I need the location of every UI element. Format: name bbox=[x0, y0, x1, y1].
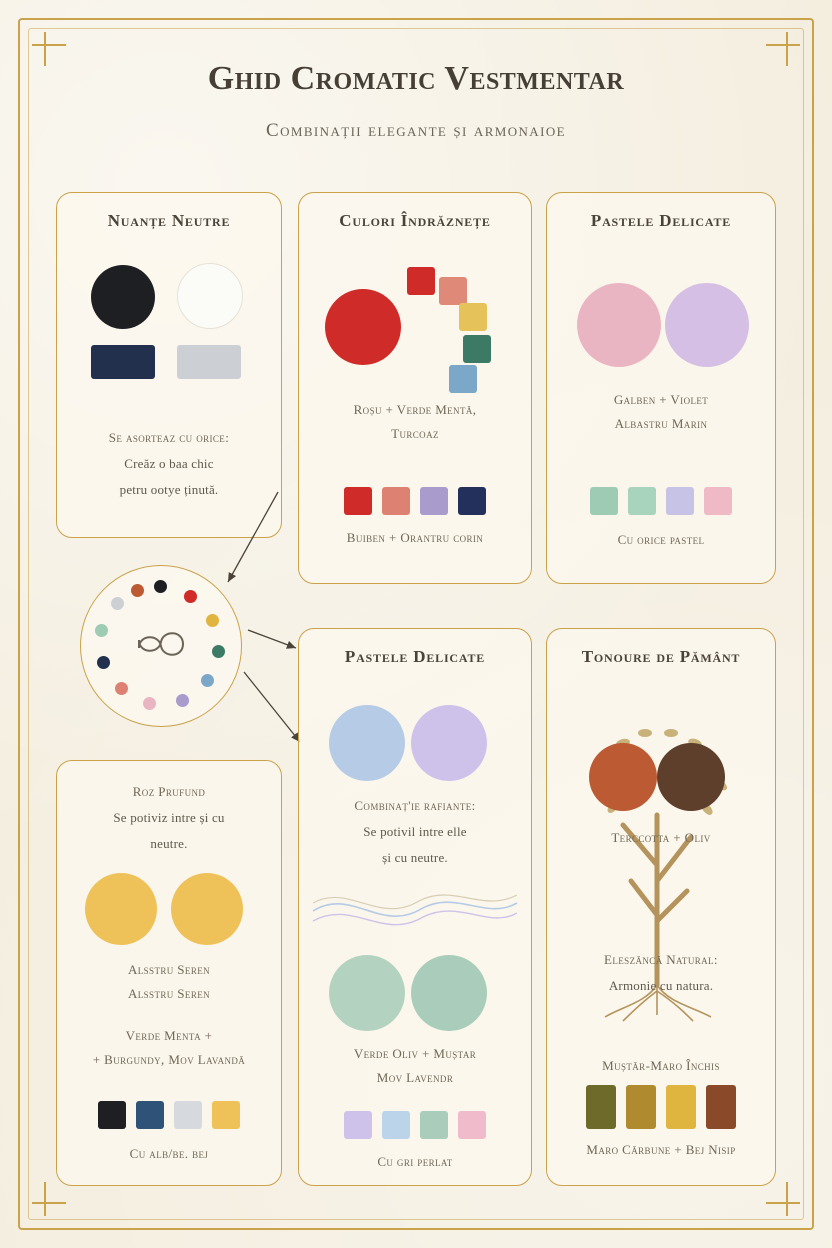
caption-roz-label-2: Alsstru Seren bbox=[127, 986, 211, 1001]
swatch-circle-lilac bbox=[665, 283, 749, 367]
swatch-coral bbox=[382, 487, 410, 515]
swatch-navy bbox=[458, 487, 486, 515]
swatch-circle-lavender bbox=[411, 705, 487, 781]
swatch-mustard bbox=[212, 1101, 240, 1129]
card-title-indraznete: Culori Îndrăznețe bbox=[339, 211, 491, 230]
swatch-terracotta bbox=[706, 1085, 736, 1129]
caption-neutre-sub2: petru ootye ținută. bbox=[119, 482, 219, 497]
swatch-chip-navy bbox=[91, 345, 155, 379]
arc-chip-2 bbox=[439, 277, 467, 305]
wave-decoration-icon bbox=[311, 881, 521, 941]
caption-neutre-main: Se asorteaz cu orice: bbox=[108, 430, 230, 445]
caption-pamant-label-1: Muștăr-Maro Închis bbox=[602, 1058, 720, 1073]
caption-pastele-bottom-sub2: și cu neutre. bbox=[382, 850, 448, 865]
card-title-pamant: Tonoure de Pământ bbox=[581, 647, 741, 666]
card-pastele-delicate-bottom[interactable] bbox=[298, 628, 532, 1186]
caption-pastele-bottom-footer: Cu gri perlat bbox=[377, 1154, 453, 1169]
swatch-circle-sky bbox=[329, 705, 405, 781]
swatch-periwinkle bbox=[666, 487, 694, 515]
swatch-row-pastele-top bbox=[547, 487, 775, 515]
caption-neutre-sub: Creăz o baa chic bbox=[124, 456, 214, 471]
caption-roz-sub2: neutre. bbox=[150, 836, 188, 851]
swatch-gold bbox=[666, 1085, 696, 1129]
caption-pastele-top-footer: Cu orice pastel bbox=[617, 532, 705, 547]
page-title: Ghid Cromatic Vestmentar bbox=[207, 60, 625, 97]
caption-pastele-top-main: Galben + Violet bbox=[613, 392, 709, 407]
caption-pastele-bottom-label-2: Mov Lavendr bbox=[376, 1070, 454, 1085]
infinity-icon bbox=[81, 566, 241, 726]
caption-roz-label-4: + Burgundy, Mov Lavandă bbox=[92, 1052, 246, 1067]
swatch-row-pamant bbox=[547, 1085, 775, 1129]
swatch-blush bbox=[704, 487, 732, 515]
caption-indraznete-main: Roșu + Verde Mentă, bbox=[353, 402, 477, 417]
color-wheel[interactable] bbox=[80, 565, 242, 727]
swatch-circle-black bbox=[91, 265, 155, 329]
swatch-pearl bbox=[174, 1101, 202, 1129]
swatch-circle-mustard-2 bbox=[171, 873, 243, 945]
caption-indraznete-footer: Buiben + Orantru corin bbox=[346, 530, 484, 545]
caption-pastele-bottom-main: Combinaț'ie rafiante: bbox=[354, 798, 476, 813]
caption-pamant-footer: Maro Cărbune + Bej Nisip bbox=[586, 1142, 736, 1157]
swatch-lavender bbox=[420, 487, 448, 515]
swatch-mint bbox=[590, 487, 618, 515]
swatch-denim bbox=[136, 1101, 164, 1129]
swatch-row-roz bbox=[57, 1101, 281, 1129]
swatch-red bbox=[344, 487, 372, 515]
caption-indraznete-sub: Turcoaz bbox=[391, 426, 439, 441]
swatch-circle-sage-2 bbox=[411, 955, 487, 1031]
caption-roz-label-3: Verde Menta + bbox=[125, 1028, 213, 1043]
page-subtitle: Combinații elegante și armonaioe bbox=[266, 120, 566, 141]
caption-roz-main: Roz Prufund bbox=[132, 784, 206, 799]
swatch-babyblue bbox=[382, 1111, 410, 1139]
swatch-ochre bbox=[626, 1085, 656, 1129]
swatch-sage bbox=[420, 1111, 448, 1139]
card-roz-profund[interactable] bbox=[56, 760, 282, 1186]
card-title-neutre: Nuanțe Neutre bbox=[107, 211, 231, 230]
card-pastele-delicate-top[interactable] bbox=[546, 192, 776, 584]
arc-chip-3 bbox=[459, 303, 487, 331]
swatch-lilac bbox=[344, 1111, 372, 1139]
swatch-rose bbox=[458, 1111, 486, 1139]
card-culori-indraznete[interactable] bbox=[298, 192, 532, 584]
swatch-mint-light bbox=[628, 487, 656, 515]
caption-pastele-bottom-label-1: Verde Oliv + Muștar bbox=[353, 1046, 477, 1061]
swatch-olive bbox=[586, 1085, 616, 1129]
caption-roz-label-1: Alsstru Seren bbox=[127, 962, 211, 977]
caption-pamant-main: Terccotta + Oliv bbox=[611, 830, 711, 845]
card-title-pastele-top: Pastele Delicate bbox=[590, 211, 732, 230]
card-title-pastele-bottom: Pastele Delicate bbox=[344, 647, 486, 666]
card-tonoure-pamant[interactable] bbox=[546, 628, 776, 1186]
swatch-circle-white bbox=[177, 263, 243, 329]
arc-chip-5 bbox=[449, 365, 477, 393]
swatch-circle-sage-1 bbox=[329, 955, 405, 1031]
arc-chip-1 bbox=[407, 267, 435, 295]
caption-pamant-sub2: Armonie cu natura. bbox=[608, 978, 714, 993]
caption-roz-footer: Cu alb/be. bej bbox=[129, 1146, 209, 1161]
caption-pastele-bottom-sub: Se potivil intre elle bbox=[363, 824, 467, 839]
swatch-chip-grey bbox=[177, 345, 241, 379]
card-nuante-neutre[interactable] bbox=[56, 192, 282, 538]
caption-pastele-top-sub: Albastru Marin bbox=[614, 416, 708, 431]
swatch-circle-mustard-1 bbox=[85, 873, 157, 945]
arc-chip-4 bbox=[463, 335, 491, 363]
swatch-row-pastele-bottom bbox=[299, 1111, 531, 1139]
swatch-row-indraznete bbox=[299, 487, 531, 515]
swatch-black bbox=[98, 1101, 126, 1129]
caption-roz-sub: Se potiviz intre și cu bbox=[113, 810, 225, 825]
caption-pamant-sub: Eleszăncă Natural: bbox=[604, 952, 718, 967]
swatch-circle-red bbox=[325, 289, 401, 365]
swatch-circle-pink bbox=[577, 283, 661, 367]
